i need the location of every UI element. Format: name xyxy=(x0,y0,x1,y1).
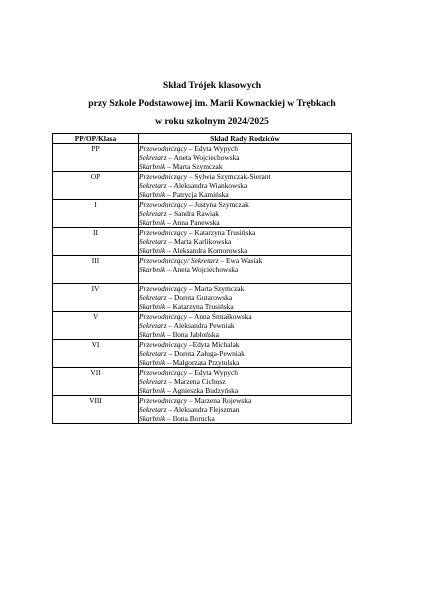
member-line xyxy=(139,414,351,423)
class-cell: V xyxy=(53,312,139,340)
member-line xyxy=(139,190,351,199)
class-cell: VII xyxy=(53,368,139,396)
council-members-cell xyxy=(139,228,352,256)
member-name: – Justyna Szymczak xyxy=(187,200,249,209)
member-line xyxy=(139,377,351,386)
member-name: – Aleksandra Wiankowska xyxy=(166,181,248,190)
member-line xyxy=(139,396,351,405)
member-role: Przewodniczący xyxy=(139,368,188,377)
member-line xyxy=(139,256,351,265)
document-subtitle-year: w roku szkolnym 2024/2025 xyxy=(155,116,269,127)
member-line xyxy=(139,218,351,227)
member-role: Skarbnik xyxy=(139,246,166,255)
member-line xyxy=(139,405,351,414)
member-role: Sekretarz xyxy=(139,321,167,330)
table-row xyxy=(53,312,352,340)
member-role: Skarbnik xyxy=(139,414,166,423)
member-name: – Anna Śmiałkowska xyxy=(187,312,252,321)
member-line xyxy=(139,200,351,209)
council-members-cell xyxy=(139,396,352,424)
member-role: Skarbnik xyxy=(139,358,166,367)
member-line xyxy=(139,358,351,367)
council-members-cell xyxy=(139,284,352,312)
member-line xyxy=(139,340,351,349)
member-role: Sekretarz xyxy=(139,349,167,358)
class-cell: OP xyxy=(53,172,139,200)
member-line xyxy=(139,172,351,181)
document-subtitle-school: przy Szkole Podstawowej im. Marii Kownackiej w Trębkach xyxy=(88,98,336,109)
table-row xyxy=(53,396,352,424)
table-row xyxy=(53,228,352,256)
member-role: Skarbnik xyxy=(139,330,166,339)
member-name: – Patrycja Kamińska xyxy=(165,190,229,199)
parents-council-table xyxy=(52,133,352,424)
council-members-cell xyxy=(139,256,352,284)
class-cell: PP xyxy=(53,144,139,172)
member-role: Sekretarz xyxy=(139,153,167,162)
member-line xyxy=(139,228,351,237)
table-row xyxy=(53,256,352,284)
member-line xyxy=(139,162,351,171)
class-cell: VI xyxy=(53,340,139,368)
member-line xyxy=(139,265,351,274)
council-members-cell xyxy=(139,200,352,228)
member-role: Skarbnik xyxy=(139,218,166,227)
table-row xyxy=(53,340,352,368)
member-name: – Edyta Wypych xyxy=(187,144,238,153)
member-name: – Katarzyna Trusińska xyxy=(165,302,234,311)
member-name: – Edyta Wypych xyxy=(187,368,238,377)
member-name: – Dorota Gutarowska xyxy=(166,293,233,302)
council-members-cell xyxy=(139,172,352,200)
member-role: Skarbnik xyxy=(139,190,166,199)
member-role: Przewodniczący xyxy=(139,396,188,405)
member-line xyxy=(139,386,351,395)
table-row xyxy=(53,284,352,312)
member-role: Sekretarz xyxy=(139,237,167,246)
member-role: Przewodniczący xyxy=(139,228,188,237)
member-line xyxy=(139,321,351,330)
member-role: Sekretarz xyxy=(139,405,167,414)
member-name: – Aneta Wojciechowska xyxy=(166,153,240,162)
member-role: Skarbnik xyxy=(139,302,166,311)
member-name: – Marta Karlikowska xyxy=(166,237,232,246)
member-role: Sekretarz xyxy=(139,181,167,190)
member-role: Skarbnik xyxy=(139,162,166,171)
column-header-class: PP/OP/Klasa xyxy=(53,134,139,144)
member-role: Przewodniczący xyxy=(139,312,188,321)
member-line xyxy=(139,302,351,311)
member-role: Sekretarz xyxy=(139,209,167,218)
member-role: Przewodniczący xyxy=(139,340,188,349)
table-row xyxy=(53,368,352,396)
member-role: Przewodniczący/ Sekretarz xyxy=(139,256,219,265)
member-role: Sekretarz xyxy=(139,377,167,386)
member-role: Przewodniczący xyxy=(139,172,188,181)
member-name: – Ewa Wasiak xyxy=(218,256,263,265)
member-name: – Marta Szymczak xyxy=(165,162,223,171)
member-line xyxy=(139,284,351,293)
member-line xyxy=(139,312,351,321)
member-name: – Agnieszka Budzyńska xyxy=(165,386,239,395)
member-line xyxy=(139,330,351,339)
council-members-cell xyxy=(139,340,352,368)
member-name: – Anna Panewska xyxy=(165,218,220,227)
document-title: Skład Trójek klasowych xyxy=(162,80,262,91)
member-name: – Katarzyna Trusińska xyxy=(187,228,256,237)
council-members-cell xyxy=(139,144,352,172)
table-row xyxy=(53,200,352,228)
member-name: – Marta Szymczak xyxy=(187,284,245,293)
member-name: – Aleksandra Pewniak xyxy=(166,321,235,330)
member-role: Przewodniczący xyxy=(139,200,188,209)
member-role: Sekretarz xyxy=(139,293,167,302)
member-name: – Ilona Borucka xyxy=(165,414,215,423)
member-name: – Aleksandra Komorowska xyxy=(165,246,248,255)
council-members-cell xyxy=(139,312,352,340)
class-cell: II xyxy=(53,228,139,256)
member-role: Skarbnik xyxy=(139,265,166,274)
member-name: – Aleksandra Flejszman xyxy=(166,405,240,414)
table-row xyxy=(53,144,352,172)
council-members-cell xyxy=(139,368,352,396)
member-name: – Sandra Rawiak xyxy=(166,209,219,218)
column-header-council: Skład Rady Rodziców xyxy=(139,134,352,144)
member-line xyxy=(139,368,351,377)
member-name: – Małgorzata Przytulska xyxy=(165,358,240,367)
member-line xyxy=(139,209,351,218)
member-line xyxy=(139,349,351,358)
class-cell: IV xyxy=(53,284,139,312)
table-row xyxy=(53,172,352,200)
table-body xyxy=(53,144,352,424)
class-cell: VIII xyxy=(53,396,139,424)
member-name: – Marzena Rojewska xyxy=(187,396,252,405)
member-name: –Edyta Michalak xyxy=(187,340,240,349)
member-name: – Aneta Wojciechowska xyxy=(165,265,239,274)
member-name: – Dorota Załuga-Pewniak xyxy=(166,349,245,358)
member-line xyxy=(139,237,351,246)
member-name: – Ilona Jabłońska xyxy=(165,330,219,339)
member-role: Skarbnik xyxy=(139,386,166,395)
class-cell: I xyxy=(53,200,139,228)
member-line xyxy=(139,293,351,302)
class-cell: III xyxy=(53,256,139,284)
member-line xyxy=(139,153,351,162)
member-line xyxy=(139,144,351,153)
member-line xyxy=(139,181,351,190)
table-header-row xyxy=(53,134,352,144)
member-name: – Sylwia Szymczak-Sierant xyxy=(187,172,271,181)
member-name: – Marzena Cichosz xyxy=(166,377,226,386)
member-line xyxy=(139,246,351,255)
member-role: Przewodniczący xyxy=(139,144,188,153)
member-role: Przewodniczący xyxy=(139,284,188,293)
